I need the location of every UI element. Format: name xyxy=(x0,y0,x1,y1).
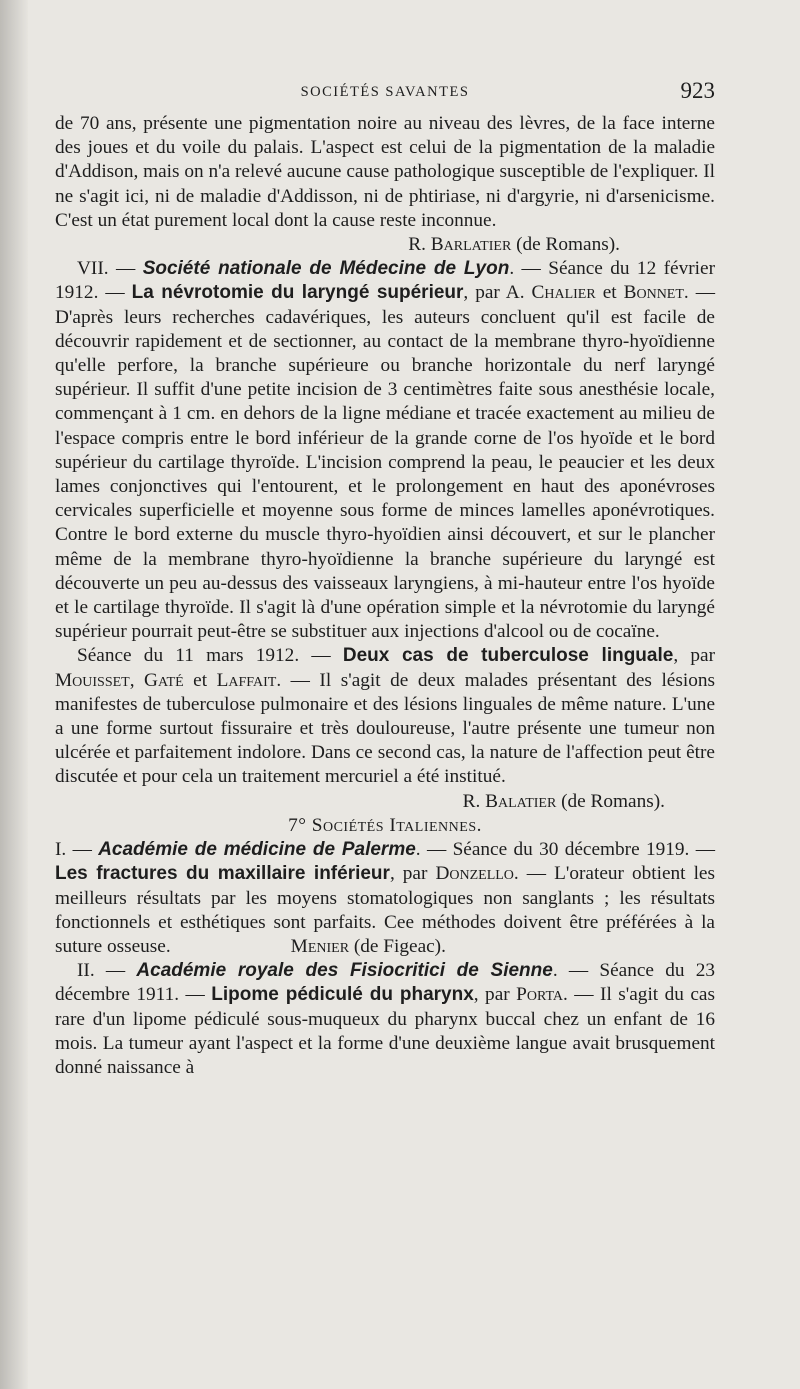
body-text xyxy=(55,112,715,1080)
page-edge-shadow xyxy=(0,0,28,1389)
running-head: SOCIÉTÉS SAVANTES xyxy=(300,84,470,100)
signature-name: Menier xyxy=(290,935,350,957)
author-name: Donzello xyxy=(435,863,514,885)
entry-lyon-nevrotomie: VII. — Société nationale de Médecine de Lyon. — Séance du 12 février 1912. — La névrotomie du laryngé supérieur, par A. Chalier et Bonnet. — D'après leurs recherches cadavériques, les auteurs concluent qu'il est facile de découvrir rapidement et de sectionner, au contact de la membrane thyro-hyoïdienne qu'elle perfore, la branche supérieure ou branche horizontale du nerf laryngé supérieur. Il suffit d'une petite incision de 3 centimètres faite sous anesthésie locale, commençant à 1 cm. en dehors de la ligne médiane et tracée exactement au milieu de l'espace compris entre le bord inférieur de la grande corne de l'os hyoïde et le bord supérieur du cartilage thyroïde. L'incision comprend la peau, le peaucier et les deux lames conjonctives qui l'entourent, et le prolongement en haut des aponévroses cervicales superficielle et moyenne sous forme de minces lamelles aponévrotiques. Contre le bord externe du muscle thyro-hyoïdien ainsi découvert, et sur le plancher même de la membrane thyro-hyoïdienne la branche supérieure du laryngé est découverte un peu au-dessus des vaisseaux laryngiens, à mi-hauteur entre l'os hyoïde et le cartilage thyroïde. Il s'agit là d'une opération simple et la névrotomie du laryngé supérieur pourrait peut-être se substituer aux injections d'alcool ou de cocaïne. xyxy=(55,258,715,643)
society-name: Académie royale des Fisiocritici de Sienne xyxy=(136,960,553,982)
entry-lyon-tuberculose: Séance du 11 mars 1912. — Deux cas de tuberculose linguale, par Mouisset, Gaté et Laffait. — Il s'agit de deux malades présentant des lésions manifestes de tuberculose pulmonaire et des lésions linguales de même nature. L'une a une forme surtout fissuraire et très douloureuse, l'autre présente une tumeur non ulcérée et parfaitement indolore. Dans ce second cas, la nature de l'affection peut être discutée et pour cela un traitement mercuriel a été institué. xyxy=(55,645,715,788)
paragraph-addison: de 70 ans, présente une pigmentation noire au niveau des lèvres, de la face interne des joues et du voile du palais. L'aspect est celui de la pigmentation de la maladie d'Addison, mais on n'a relevé aucune cause pathologique susceptible de l'expliquer. Il ne s'agit ici, ni de maladie d'Addisson, ni de phtiriase, ni d'argyrie, ni d'arsenicisme. C'est un état purement local dont la cause reste inconnue. xyxy=(55,113,715,231)
signature-name: Barlatier xyxy=(430,234,512,256)
author-name: Mouisset xyxy=(55,669,130,691)
author-name: Bonnet xyxy=(623,282,684,304)
book-page xyxy=(55,78,715,1080)
signature-barlatier: R. Barlatier (de Romans). xyxy=(408,234,620,256)
article-title: Les fractures du maxillaire inférieur xyxy=(55,863,390,885)
society-name: Société nationale de Médecine de Lyon xyxy=(142,258,510,280)
page-header xyxy=(55,78,715,112)
author-name: Gaté xyxy=(144,669,184,691)
author-name: Chalier xyxy=(531,282,596,304)
author-name: Porta xyxy=(516,984,564,1006)
section-heading: 7° Sociétés Italiennes. xyxy=(288,814,482,836)
article-title: Deux cas de tuberculose linguale xyxy=(342,645,674,667)
page-number: 923 xyxy=(680,78,715,103)
signature-name: Balatier xyxy=(485,790,557,812)
signature-balatier: R. Balatier (de Romans). xyxy=(462,790,665,812)
article-title: Lipome pédiculé du pharynx xyxy=(211,984,474,1006)
entry-sienne: II. — Académie royale des Fisiocritici de Sienne. — Séance du 23 décembre 1911. — Lipome pédiculé du pharynx, par Porta. — Il s'agit du cas rare d'un lipome pédiculé sous-muqueux du pharynx buccal chez un enfant de 16 mois. La tumeur ayant l'aspect et la forme d'une deuxième langue avait brusquement donné naissance à xyxy=(55,960,715,1078)
author-name: Laffait xyxy=(216,669,277,691)
society-name: Académie de médicine de Palerme xyxy=(98,839,416,861)
article-title: La névrotomie du laryngé supérieur xyxy=(131,282,464,304)
entry-palerme: I. — Académie de médicine de Palerme. — Séance du 30 décembre 1919. — Les fractures du maxillaire inférieur, par Donzello. — L'orateur obtient les meilleurs résultats par les moyens stomatologiques non sanglants ; les résultats fonctionnels et esthétiques sont parfaits. Cee méthodes doivent être préférées à la suture osseuse. Menier (de Figeac). xyxy=(55,839,715,957)
